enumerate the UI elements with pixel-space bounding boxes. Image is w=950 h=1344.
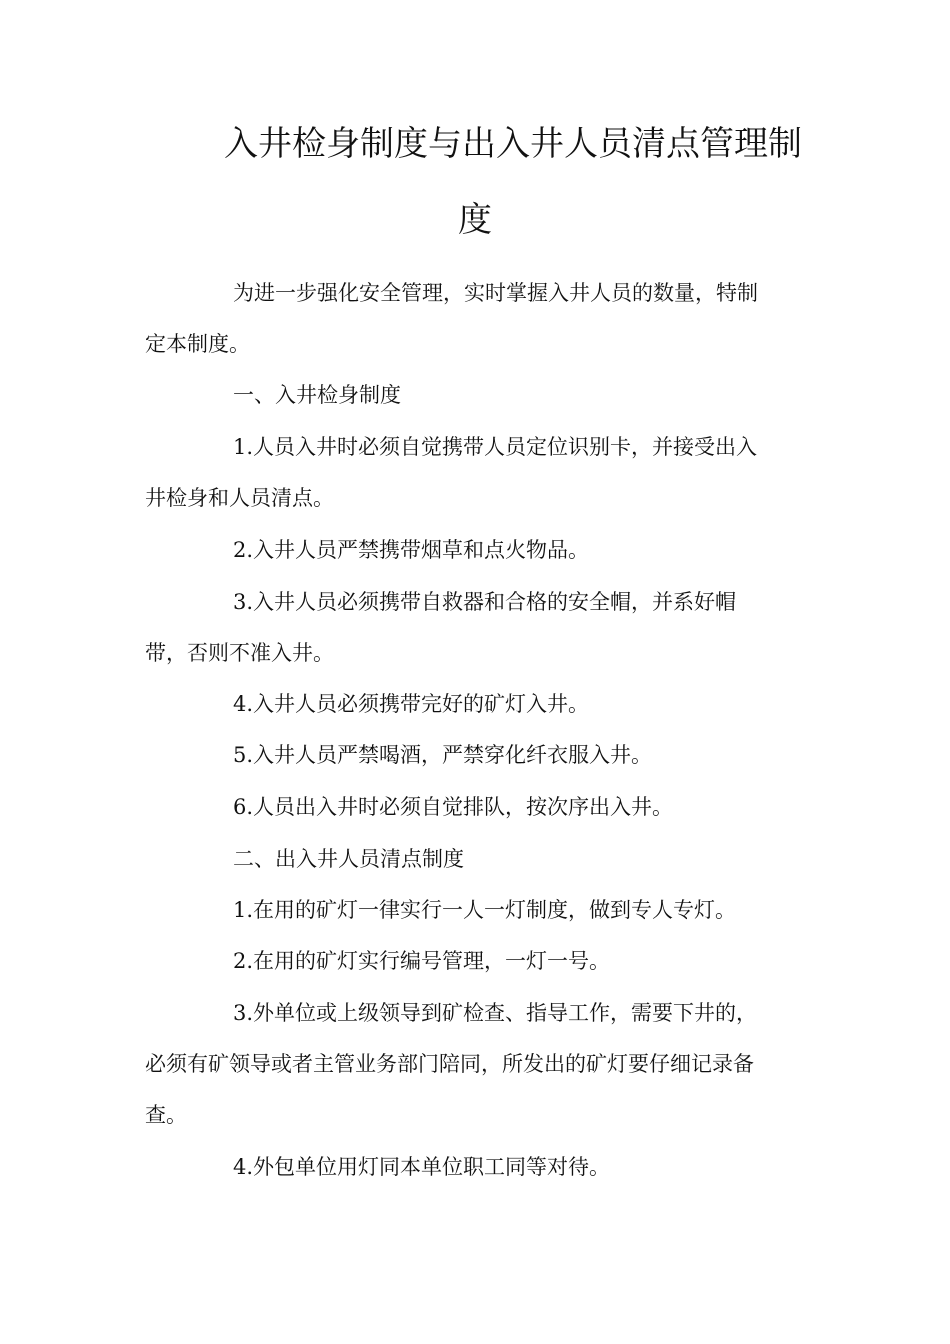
item-1-4: 4.入井人员必须携带完好的矿灯入井。: [233, 692, 590, 716]
item-1-1-line-2: 井检身和人员清点。: [145, 486, 334, 510]
document-title-line-2: 度: [458, 200, 492, 240]
item-2-3-line-1: 3.外单位或上级领导到矿检查、指导工作，需要下井的，: [233, 1001, 758, 1025]
item-2-3-line-3: 查。: [145, 1103, 187, 1127]
item-1-1-line-1: 1.人员入井时必须自觉携带人员定位识别卡，并接受出入: [233, 435, 758, 459]
section-heading-1: 一、入井检身制度: [233, 383, 401, 407]
intro-line-2: 定本制度。: [145, 332, 250, 356]
item-2-4: 4.外包单位用灯同本单位职工同等对待。: [233, 1155, 611, 1179]
item-1-6: 6.人员出入井时必须自觉排队，按次序出入井。: [233, 795, 674, 819]
item-2-2: 2.在用的矿灯实行编号管理，一灯一号。: [233, 949, 611, 973]
document-title-line-1: 入井检身制度与出入井人员清点管理制: [224, 124, 802, 164]
item-1-3-line-2: 带，否则不准入井。: [145, 641, 334, 665]
intro-line-1: 为进一步强化安全管理，实时掌握入井人员的数量，特制: [233, 281, 758, 305]
item-1-2: 2.入井人员严禁携带烟草和点火物品。: [233, 538, 590, 562]
item-1-3-line-1: 3.入井人员必须携带自救器和合格的安全帽，并系好帽: [233, 590, 737, 614]
section-heading-2: 二、出入井人员清点制度: [233, 847, 464, 871]
item-2-1: 1.在用的矿灯一律实行一人一灯制度，做到专人专灯。: [233, 898, 737, 922]
item-1-5: 5.入井人员严禁喝酒，严禁穿化纤衣服入井。: [233, 743, 653, 767]
item-2-3-line-2: 必须有矿领导或者主管业务部门陪同，所发出的矿灯要仔细记录备: [145, 1052, 754, 1076]
